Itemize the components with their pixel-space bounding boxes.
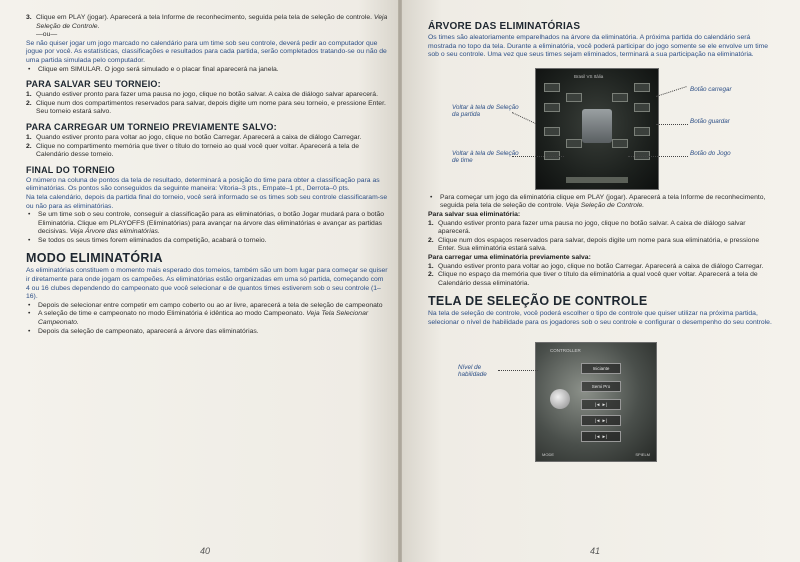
step-3-link: Veja Seleção de Controle. (36, 14, 388, 30)
callout-save-button: Botão guardar (690, 117, 730, 125)
list-item: 1. Quando estiver pronto para voltar ao jogo, clique no botão Carregar. Aparecerá a caixa de diálogo Carregar. (428, 262, 764, 270)
list-item: 1. Quando estiver pronto para fazer uma pausa no jogo, clique no botão salvar. A caixa de diálogo salvar aparecerá. (26, 91, 378, 99)
tournament-end-heading: FINAL DO TORNEIO (26, 164, 115, 175)
elimination-mode-paragraph: As eliminatórias constituem o momento mais esperado dos torneios, também são um bom lugar para começar se quiser ir diretamente para onde jogam os campeões. As eliminatórias estão organizadas em uma só partida, começando com 4 ou 16 clubes dependendo do campeonato que você selecionar e de quantos times estiverem sob o seu controle (1–16). (26, 267, 388, 301)
leader-line (512, 156, 564, 157)
elimination-mode-bullets (26, 302, 388, 336)
option-row: |◄ ►| (581, 415, 621, 426)
simulate-bullet: • Clique em SIMULAR. O jogo será simulado e o placar final aparecerá na janela. (28, 65, 279, 73)
leader-line (628, 156, 688, 157)
elimination-mode-heading: MODO ELIMINATÓRIA (26, 251, 163, 266)
control-figure (428, 342, 778, 460)
option-row: |◄ ►| (581, 431, 621, 442)
list-item: • Se um time sob o seu controle, conseguir a classificação para as eliminatórias, o botão Jogar mudará para o botão Eliminatória. Clique em PLAYOFFS (Eliminatórias) para avançar na árvore das eliminatórias e avançar as partidas decisivas. Veja Árvore das eliminatórias. (28, 211, 385, 236)
bracket-slot (566, 139, 582, 148)
trophy-image (582, 109, 612, 143)
list-item: • A seleção de time e campeonato no modo Eliminatória é idêntica ao modo Campeonato. Veja Tela Selecionar Campeonato. (28, 310, 369, 327)
skill-row-1: Iniciante (581, 363, 621, 374)
load-tournament-list (26, 134, 388, 160)
load-elimination-list (428, 263, 778, 289)
list-item: 2. Clique num dos compartimentos reservados para salvar, depois digite um nome para seu torneio, e pressione Enter. Seu torneio estará salvo. (26, 99, 386, 116)
bracket-slot (566, 93, 582, 102)
list-item: 2. Clique no compartimento memória que tiver o título do torneio ao qual você quer voltar. Aparecerá a tela de Calendário desse torneio. (26, 142, 360, 159)
list-item: • Depois da seleção de campeonato, aparecerá a árvore das eliminatórias. (28, 327, 259, 335)
bracket-slot (612, 139, 628, 148)
save-elimination-heading: Para salvar sua eliminatória: (428, 210, 521, 218)
tournament-end-bullets (26, 211, 388, 245)
step-3-number: 3. (26, 14, 32, 21)
option-row: |◄ ►| (581, 399, 621, 410)
save-elimination-list (428, 220, 778, 254)
page-number-right: 41 (590, 546, 601, 556)
control-selection-paragraph: Na tela de seleção de controle, você poderá escolher o tipo de controle que quiser utilizar na próxima partida, selecionar o nível de habilidade para os jogadores sob o seu controle e configurar o desempenho do seu controle. (428, 310, 772, 326)
bracket-slot (544, 83, 560, 92)
load-elimination-heading: Para carregar uma eliminatória previamente salva: (428, 253, 591, 261)
leader-line (656, 86, 687, 97)
bracket-slot (544, 103, 560, 112)
save-tournament-list (26, 91, 388, 117)
control-screen-header: CONTROLLER (550, 347, 581, 353)
step-3 (26, 14, 388, 31)
bracket-button-bar (566, 177, 628, 183)
left-page (0, 0, 398, 562)
tournament-end-paragraph-1: O número na coluna de pontos da tela de resultado, determinará a posição do time para obter a classificação para as eliminatórias. Os pontos são conseguidos da seguinte maneira: Vitoria–3 pts., Empate–1 pt., Derrota–0 pts. (26, 176, 380, 193)
list-item: • Depois de selecionar entre competir em campo coberto ou ao ar livre, aparecerá a tela de seleção de campeonato (28, 301, 383, 309)
skill-row-2: Semi Pro (581, 381, 621, 392)
play-bullet: • Para começar um jogo da eliminatória clique em PLAY (jogar). Aparecerá a tela Informe de reconhecimento, seguida pela tela de seleção de controle. Veja Seleção de Controle. (430, 193, 766, 210)
list-item: 1. Quando estiver pronto para voltar ao jogo, clique no botão Carregar. Aparecerá a caixa de diálogo Carregar. (26, 133, 362, 141)
callout-play-button: Botão do Jogo (690, 149, 731, 157)
control-footer-left: MODE (542, 451, 554, 457)
bracket-slot (612, 93, 628, 102)
bracket-paragraph: Os times são aleatoriamente emparelhados na árvore da eliminatória. A próxima partida do calendário será mostrada no topo da tela. Durante a eliminatória, você poderá participar do jogo somente se ele envolve um time sob o seu controle. Uma vez que seus times sejam eliminados, terminará a sua participação na eliminatória. (428, 34, 769, 59)
bracket-screenshot (535, 68, 659, 190)
bracket-slot (634, 103, 650, 112)
simulate-paragraph: Se não quiser jogar um jogo marcado no calendário para um time sob seu controle, deverá pedir ao computador que jogue por você. As estatísticas, classificações e resultados para cada partida, serão completados tratando-se ou não de uma partida simulada pelo computador. (26, 39, 387, 64)
bracket-figure (428, 68, 778, 188)
control-footer-right: SPIELM (635, 451, 650, 457)
bracket-slot (544, 127, 560, 136)
ball-image (550, 389, 570, 409)
list-item: 1. Quando estiver pronto para fazer uma pausa no jogo, clique no botão salvar. A caixa de diálogo salvar aparecerá. (428, 219, 746, 236)
page-number-left: 40 (200, 546, 211, 556)
control-selection-heading: TELA DE SELEÇÃO DE CONTROLE (428, 294, 648, 309)
callout-back-team: Voltar à tela de Seleção de time (452, 149, 519, 165)
right-page (402, 0, 800, 562)
callout-back-match: Voltar à tela de Seleção da partida (452, 103, 519, 119)
list-item: 2. Clique num dos espaços reservados para salvar, depois digite um nome para sua eliminatória, e pressione Enter. Sua eliminatória estará salva. (428, 236, 760, 253)
tournament-end-paragraph-2: Na tela calendário, depois da partida final do torneio, você será informado se os times sob seu controle classificaram-se ou não para as eliminatórias. (26, 193, 388, 210)
load-tournament-heading: PARA CARREGAR UM TORNEIO PREVIAMENTE SALVO: (26, 121, 277, 132)
leader-line (498, 370, 538, 371)
step-3-text: Clique em PLAY (jogar). Aparecerá a tela Informe de reconhecimento, seguida pela tela de seleção de controle. Veja Seleção de Controle. (36, 14, 388, 30)
bracket-heading: ÁRVORE DAS ELIMINATÓRIAS (428, 21, 581, 32)
list-item: 2. Clique no espaço da memória que tiver o título da eliminatória a qual você quer voltar. Aparecerá a tela de Calendário dessa eliminatória. (428, 271, 758, 287)
bracket-slot (634, 83, 650, 92)
callout-skill-level: Nível de habilidade (458, 363, 487, 378)
bracket-screen-title: Brasil VS Itália (574, 73, 604, 79)
callout-load-button: Botão carregar (690, 85, 732, 93)
list-item: • Se todos os seus times forem eliminados da competição, acabará o torneio. (28, 236, 267, 244)
leader-line (656, 124, 688, 125)
separator: —ou— (36, 31, 58, 39)
save-tournament-heading: PARA SALVAR SEU TORNEIO: (26, 79, 161, 90)
bracket-slot (634, 127, 650, 136)
control-screenshot (535, 342, 657, 462)
